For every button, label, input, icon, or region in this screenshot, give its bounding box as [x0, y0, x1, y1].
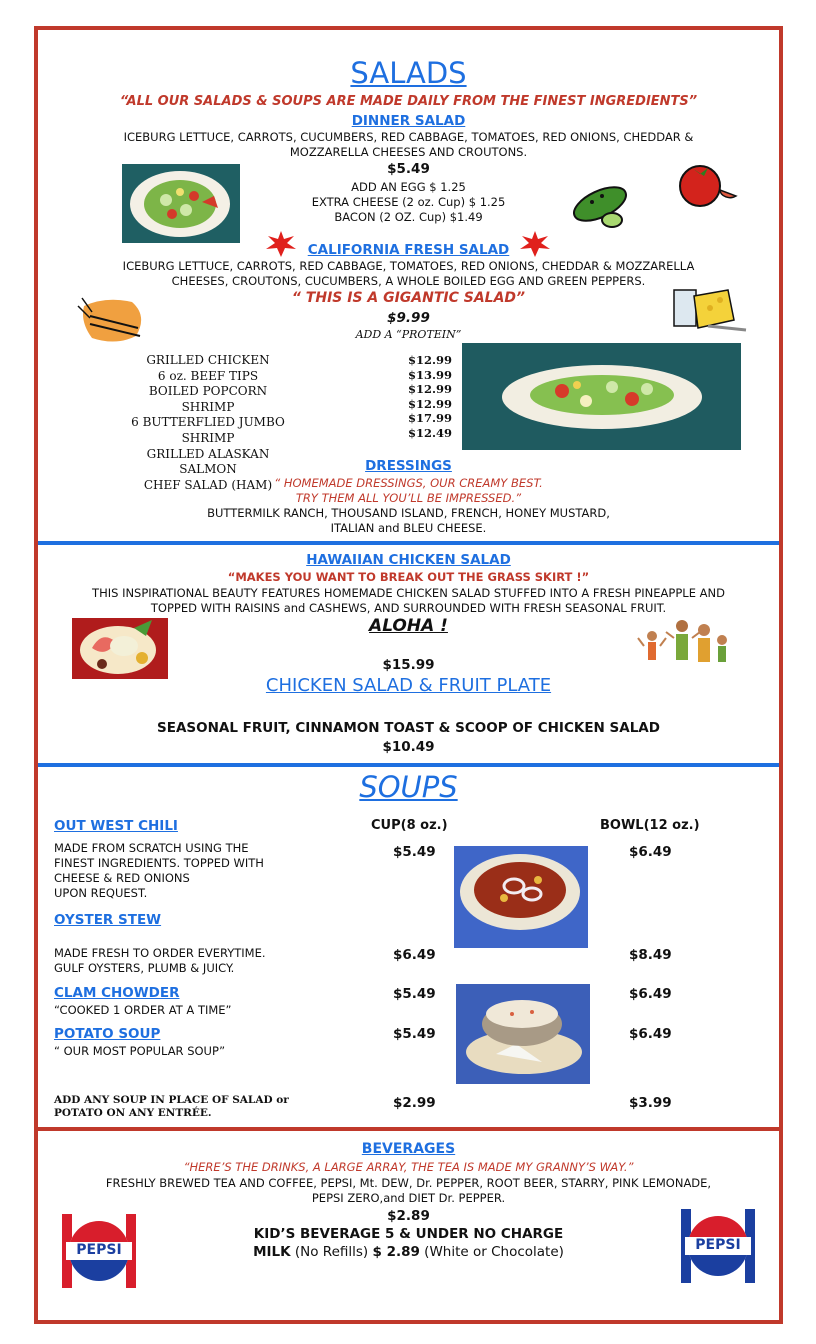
protein-price: $12.99	[408, 382, 453, 396]
soup-addon-bowl-price: $3.99	[629, 1095, 672, 1111]
oyster-title: OYSTER STEW	[54, 912, 162, 928]
chili-photo	[454, 846, 588, 948]
section-divider	[38, 763, 779, 767]
section-divider	[38, 1127, 779, 1131]
clam-title: CLAM CHOWDER	[54, 985, 180, 1001]
menu-frame	[34, 26, 783, 1324]
dressings-quote-2: TRY THEM ALL YOU’LL BE IMPRESSED.”	[295, 491, 522, 505]
fruit-plate-title: CHICKEN SALAD & FRUIT PLATE	[265, 675, 552, 696]
chili-desc-line: CHEESE & RED ONIONS	[54, 871, 190, 885]
beverages-price: $2.89	[387, 1208, 430, 1224]
potato-bowl-price: $6.49	[629, 1026, 672, 1042]
protein-prices	[408, 353, 452, 440]
hula-dancers-icon	[636, 616, 732, 680]
oyster-bowl-price: $8.49	[629, 947, 672, 963]
oyster-cup-price: $6.49	[393, 947, 436, 963]
tomato-icon	[672, 160, 742, 210]
beverages-list-1: FRESHLY BREWED TEA AND COFFEE, PEPSI, Mt. DEW, Dr. PEPPER, ROOT BEER, STARRY, PINK LEMONADE,	[105, 1176, 712, 1190]
dressings-title: DRESSINGS	[365, 458, 452, 474]
milk-refills: (No Refills)	[290, 1244, 373, 1260]
dressings-list-1: BUTTERMILK RANCH, THOUSAND ISLAND, FRENCH, HONEY MUSTARD,	[207, 506, 610, 520]
protein-name: GRILLED ALASKAN SALMON	[146, 446, 270, 477]
hawaiian-desc-1: THIS INSPIRATIONAL BEAUTY FEATURES HOMEMADE CHICKEN SALAD STUFFED INTO A FRESH PINEAPPLE AND	[92, 586, 725, 600]
protein-name: 6 oz. BEEF TIPS	[157, 368, 259, 383]
cucumber-icon	[570, 182, 640, 232]
soup-addon-desc	[54, 1094, 289, 1120]
potato-title: POTATO SOUP	[54, 1026, 161, 1042]
california-salad-desc-1: ICEBURG LETTUCE, CARROTS, RED CABBAGE, TOMATOES, RED ONIONS, CHEDDAR & MOZZARELLA	[122, 259, 695, 273]
california-tagline: “ THIS IS A GIGANTIC SALAD”	[291, 290, 526, 306]
salads-slogan: “ALL OUR SALADS & SOUPS ARE MADE DAILY FROM THE FINEST INGREDIENTS”	[119, 94, 698, 109]
soups-title: SOUPS	[359, 770, 458, 804]
california-price: $9.99	[387, 310, 430, 326]
potato-cup-price: $5.49	[393, 1026, 436, 1042]
aloha-text: ALOHA !	[369, 616, 448, 636]
dinner-addon-egg: ADD AN EGG $ 1.25	[351, 180, 466, 194]
milk-line	[38, 1244, 779, 1260]
hawaiian-salad-photo	[72, 618, 168, 679]
dinner-salad-price: $5.49	[387, 161, 430, 177]
clam-bowl-price: $6.49	[629, 986, 672, 1002]
cheese-icon	[668, 286, 748, 338]
chili-title: OUT WEST CHILI	[54, 818, 178, 834]
california-salad-desc-2: CHEESES, CROUTONS, CUCUMBERS, A WHOLE BOILED EGG AND GREEN PEPPERS.	[171, 274, 646, 288]
dinner-salad-desc-2: MOZZARELLA CHEESES AND CROUTONS.	[289, 145, 528, 159]
protein-label: ADD A “PROTEIN”	[355, 328, 462, 341]
milk-label: MILK	[253, 1244, 291, 1260]
oyster-desc-line: GULF OYSTERS, PLUMB & JUICY.	[54, 961, 235, 975]
protein-name: GRILLED CHICKEN	[146, 353, 270, 367]
pepsi-logo-text: PEPSI	[695, 1237, 741, 1253]
pepsi-logo	[681, 1209, 755, 1283]
fruit-plate-price: $10.49	[382, 739, 435, 755]
beverages-list-2: PEPSI ZERO,and DIET Dr. PEPPER.	[311, 1191, 506, 1205]
protein-price: $17.99	[408, 411, 453, 425]
pepsi-logo	[62, 1214, 136, 1288]
chili-bowl-price: $6.49	[629, 844, 672, 860]
chili-cup-price: $5.49	[393, 844, 436, 860]
soup-addon-cup-price: $2.99	[393, 1095, 436, 1111]
hawaiian-quote: “MAKES YOU WANT TO BREAK OUT THE GRASS SKIRT !”	[227, 570, 590, 584]
bowl-label: BOWL(12 oz.)	[600, 818, 700, 833]
clam-cup-price: $5.49	[393, 986, 436, 1002]
beverages-quote: “HERE’S THE DRINKS, A LARGE ARRAY, THE TEA IS MADE MY GRANNY’S WAY.”	[183, 1160, 634, 1174]
california-salad-photo	[462, 343, 741, 450]
dinner-salad-desc-1: ICEBURG LETTUCE, CARROTS, CUCUMBERS, RED CABBAGE, TOMATOES, RED ONIONS, CHEDDAR &	[123, 130, 694, 144]
oyster-desc-line: MADE FRESH TO ORDER EVERYTIME.	[54, 946, 266, 960]
pepsi-logo-text: PEPSI	[76, 1242, 122, 1258]
protein-price: $13.99	[408, 367, 453, 382]
dressings-quote-1: “ HOMEMADE DRESSINGS, OUR CREAMY BEST.	[274, 476, 543, 490]
milk-price: $ 2.89	[372, 1244, 420, 1260]
soup-addon-line: POTATO ON ANY ENTRÉE.	[54, 1107, 212, 1119]
dinner-addon-cheese: EXTRA CHEESE (2 oz. Cup) $ 1.25	[311, 195, 506, 209]
protein-price: $12.99	[408, 396, 453, 411]
dinner-addon-bacon: BACON (2 OZ. Cup) $1.49	[334, 210, 483, 224]
dressings-list-2: ITALIAN and BLEU CHEESE.	[330, 521, 487, 535]
protein-name: 6 BUTTERFLIED JUMBO SHRIMP	[131, 415, 285, 445]
protein-name: CHEF SALAD (HAM)	[143, 477, 273, 492]
beverages-title: BEVERAGES	[361, 1141, 456, 1157]
california-salad-title: CALIFORNIA FRESH SALAD	[307, 242, 510, 258]
dinner-salad-photo	[122, 164, 240, 243]
oyster-desc	[54, 946, 266, 976]
hawaiian-desc-2: TOPPED WITH RAISINS and CASHEWS, AND SURROUNDED WITH FRESH SEASONAL FRUIT.	[150, 601, 667, 615]
salads-title: SALADS	[350, 56, 467, 90]
clam-desc: “COOKED 1 ORDER AT A TIME”	[54, 1003, 232, 1017]
chowder-photo	[456, 984, 590, 1084]
chili-desc-line: FINEST INGREDIENTS. TOPPED WITH	[54, 856, 264, 870]
fruit-plate-desc: SEASONAL FRUIT, CINNAMON TOAST & SCOOP OF CHICKEN SALAD	[157, 720, 660, 736]
section-divider	[38, 541, 779, 545]
cup-label: CUP(8 oz.)	[371, 818, 448, 833]
chili-desc	[54, 841, 264, 901]
hawaiian-title: HAWAIIAN CHICKEN SALAD	[306, 552, 511, 568]
protein-price: $12.49	[408, 425, 453, 440]
chili-desc-line: MADE FROM SCRATCH USING THE	[54, 841, 249, 855]
potato-desc: “ OUR MOST POPULAR SOUP”	[54, 1044, 226, 1058]
kids-beverage: KID’S BEVERAGE 5 & UNDER NO CHARGE	[253, 1226, 564, 1242]
soup-addon-line: ADD ANY SOUP IN PLACE OF SALAD or	[54, 1094, 289, 1106]
dinner-salad-title: DINNER SALAD	[351, 113, 466, 129]
carrots-icon	[76, 292, 152, 350]
protein-name: BOILED POPCORN SHRIMP	[148, 384, 268, 414]
milk-options: (White or Chocolate)	[419, 1244, 564, 1260]
hawaiian-price: $15.99	[382, 657, 435, 673]
protein-price: $12.99	[408, 353, 453, 367]
chili-desc-line: UPON REQUEST.	[54, 886, 148, 900]
